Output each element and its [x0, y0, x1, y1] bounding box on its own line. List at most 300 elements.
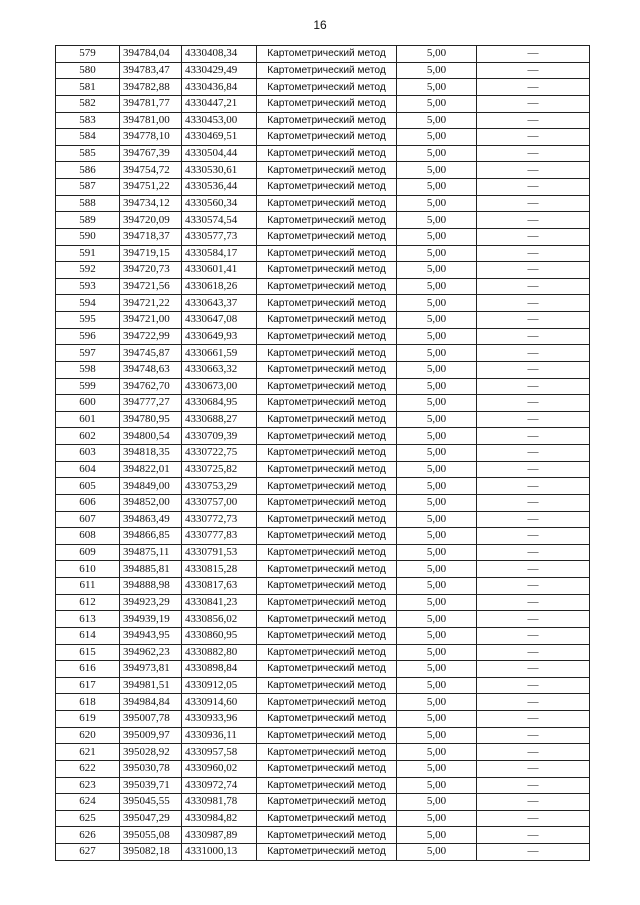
method-cell: Картометрический метод [257, 162, 397, 179]
description-cell: — [477, 544, 590, 561]
table-row [56, 228, 590, 245]
method-cell: Картометрический метод [257, 561, 397, 578]
y-coordinate-cell: 4330722,75 [182, 445, 257, 462]
table-row [56, 411, 590, 428]
accuracy-cell: 5,00 [397, 378, 477, 395]
accuracy-cell: 5,00 [397, 744, 477, 761]
x-coordinate-cell: 394762,70 [120, 378, 182, 395]
method-cell: Картометрический метод [257, 594, 397, 611]
x-coordinate-cell: 394720,73 [120, 262, 182, 279]
table-row [56, 544, 590, 561]
accuracy-cell: 5,00 [397, 129, 477, 146]
point-number-cell: 584 [56, 129, 120, 146]
accuracy-cell: 5,00 [397, 644, 477, 661]
x-coordinate-cell: 394734,12 [120, 195, 182, 212]
point-number-cell: 622 [56, 760, 120, 777]
x-coordinate-cell: 394722,99 [120, 328, 182, 345]
table-row [56, 711, 590, 728]
x-coordinate-cell: 394984,84 [120, 694, 182, 711]
x-coordinate-cell: 394767,39 [120, 145, 182, 162]
accuracy-cell: 5,00 [397, 312, 477, 329]
y-coordinate-cell: 4330709,39 [182, 428, 257, 445]
method-cell: Картометрический метод [257, 228, 397, 245]
description-cell: — [477, 378, 590, 395]
accuracy-cell: 5,00 [397, 844, 477, 861]
table-row [56, 162, 590, 179]
method-cell: Картометрический метод [257, 278, 397, 295]
method-cell: Картометрический метод [257, 794, 397, 811]
x-coordinate-cell: 394748,63 [120, 361, 182, 378]
accuracy-cell: 5,00 [397, 794, 477, 811]
point-number-cell: 586 [56, 162, 120, 179]
method-cell: Картометрический метод [257, 312, 397, 329]
y-coordinate-cell: 4330984,82 [182, 810, 257, 827]
method-cell: Картометрический метод [257, 528, 397, 545]
method-cell: Картометрический метод [257, 494, 397, 511]
x-coordinate-cell: 395039,71 [120, 777, 182, 794]
accuracy-cell: 5,00 [397, 278, 477, 295]
description-cell: — [477, 478, 590, 495]
x-coordinate-cell: 394888,98 [120, 578, 182, 595]
point-number-cell: 596 [56, 328, 120, 345]
method-cell: Картометрический метод [257, 262, 397, 279]
description-cell: — [477, 777, 590, 794]
accuracy-cell: 5,00 [397, 345, 477, 362]
description-cell: — [477, 760, 590, 777]
method-cell: Картометрический метод [257, 245, 397, 262]
x-coordinate-cell: 394939,19 [120, 611, 182, 628]
y-coordinate-cell: 4330577,73 [182, 228, 257, 245]
y-coordinate-cell: 4330912,05 [182, 677, 257, 694]
x-coordinate-cell: 394781,77 [120, 95, 182, 112]
method-cell: Картометрический метод [257, 827, 397, 844]
point-number-cell: 598 [56, 361, 120, 378]
method-cell: Картометрический метод [257, 661, 397, 678]
table-row [56, 461, 590, 478]
point-number-cell: 615 [56, 644, 120, 661]
table-row [56, 760, 590, 777]
point-number-cell: 627 [56, 844, 120, 861]
y-coordinate-cell: 4330584,17 [182, 245, 257, 262]
point-number-cell: 626 [56, 827, 120, 844]
description-cell: — [477, 561, 590, 578]
y-coordinate-cell: 4330684,95 [182, 395, 257, 412]
x-coordinate-cell: 395007,78 [120, 711, 182, 728]
x-coordinate-cell: 394800,54 [120, 428, 182, 445]
table-row [56, 611, 590, 628]
point-number-cell: 581 [56, 79, 120, 96]
point-number-cell: 582 [56, 95, 120, 112]
y-coordinate-cell: 4330898,84 [182, 661, 257, 678]
y-coordinate-cell: 4331000,13 [182, 844, 257, 861]
accuracy-cell: 5,00 [397, 112, 477, 129]
description-cell: — [477, 594, 590, 611]
description-cell: — [477, 295, 590, 312]
y-coordinate-cell: 4330647,08 [182, 312, 257, 329]
description-cell: — [477, 361, 590, 378]
point-number-cell: 594 [56, 295, 120, 312]
point-number-cell: 614 [56, 627, 120, 644]
table-row [56, 528, 590, 545]
method-cell: Картометрический метод [257, 46, 397, 63]
point-number-cell: 608 [56, 528, 120, 545]
method-cell: Картометрический метод [257, 361, 397, 378]
point-number-cell: 610 [56, 561, 120, 578]
y-coordinate-cell: 4330957,58 [182, 744, 257, 761]
accuracy-cell: 5,00 [397, 411, 477, 428]
y-coordinate-cell: 4330815,28 [182, 561, 257, 578]
x-coordinate-cell: 394781,00 [120, 112, 182, 129]
method-cell: Картометрический метод [257, 62, 397, 79]
table-row [56, 844, 590, 861]
table-row [56, 312, 590, 329]
x-coordinate-cell: 394783,47 [120, 62, 182, 79]
point-number-cell: 611 [56, 578, 120, 595]
x-coordinate-cell: 394852,00 [120, 494, 182, 511]
accuracy-cell: 5,00 [397, 95, 477, 112]
point-number-cell: 599 [56, 378, 120, 395]
point-number-cell: 603 [56, 445, 120, 462]
table-row [56, 378, 590, 395]
y-coordinate-cell: 4330841,23 [182, 594, 257, 611]
y-coordinate-cell: 4330504,44 [182, 145, 257, 162]
accuracy-cell: 5,00 [397, 79, 477, 96]
point-number-cell: 621 [56, 744, 120, 761]
description-cell: — [477, 46, 590, 63]
y-coordinate-cell: 4330856,02 [182, 611, 257, 628]
y-coordinate-cell: 4330436,84 [182, 79, 257, 96]
x-coordinate-cell: 394720,09 [120, 212, 182, 229]
description-cell: — [477, 428, 590, 445]
table-row [56, 494, 590, 511]
method-cell: Картометрический метод [257, 727, 397, 744]
table-row [56, 428, 590, 445]
x-coordinate-cell: 395055,08 [120, 827, 182, 844]
coordinates-table [55, 45, 590, 861]
y-coordinate-cell: 4330429,49 [182, 62, 257, 79]
method-cell: Картометрический метод [257, 511, 397, 528]
description-cell: — [477, 844, 590, 861]
method-cell: Картометрический метод [257, 195, 397, 212]
method-cell: Картометрический метод [257, 345, 397, 362]
y-coordinate-cell: 4330987,89 [182, 827, 257, 844]
method-cell: Картометрический метод [257, 328, 397, 345]
point-number-cell: 620 [56, 727, 120, 744]
x-coordinate-cell: 394745,87 [120, 345, 182, 362]
description-cell: — [477, 511, 590, 528]
x-coordinate-cell: 394777,27 [120, 395, 182, 412]
table-row [56, 328, 590, 345]
y-coordinate-cell: 4330663,32 [182, 361, 257, 378]
y-coordinate-cell: 4330882,80 [182, 644, 257, 661]
accuracy-cell: 5,00 [397, 145, 477, 162]
description-cell: — [477, 328, 590, 345]
y-coordinate-cell: 4330447,21 [182, 95, 257, 112]
x-coordinate-cell: 394718,37 [120, 228, 182, 245]
y-coordinate-cell: 4330574,54 [182, 212, 257, 229]
x-coordinate-cell: 395030,78 [120, 760, 182, 777]
x-coordinate-cell: 395009,97 [120, 727, 182, 744]
accuracy-cell: 5,00 [397, 46, 477, 63]
method-cell: Картометрический метод [257, 777, 397, 794]
accuracy-cell: 5,00 [397, 711, 477, 728]
x-coordinate-cell: 394943,95 [120, 627, 182, 644]
point-number-cell: 589 [56, 212, 120, 229]
y-coordinate-cell: 4330817,63 [182, 578, 257, 595]
description-cell: — [477, 62, 590, 79]
accuracy-cell: 5,00 [397, 661, 477, 678]
table-row [56, 112, 590, 129]
point-number-cell: 625 [56, 810, 120, 827]
method-cell: Картометрический метод [257, 578, 397, 595]
accuracy-cell: 5,00 [397, 445, 477, 462]
method-cell: Картометрический метод [257, 677, 397, 694]
accuracy-cell: 5,00 [397, 760, 477, 777]
method-cell: Картометрический метод [257, 627, 397, 644]
table-row [56, 478, 590, 495]
table-row [56, 511, 590, 528]
description-cell: — [477, 827, 590, 844]
table-row [56, 727, 590, 744]
x-coordinate-cell: 394923,29 [120, 594, 182, 611]
y-coordinate-cell: 4330673,00 [182, 378, 257, 395]
point-number-cell: 623 [56, 777, 120, 794]
x-coordinate-cell: 394981,51 [120, 677, 182, 694]
accuracy-cell: 5,00 [397, 611, 477, 628]
table-row [56, 578, 590, 595]
description-cell: — [477, 661, 590, 678]
x-coordinate-cell: 395045,55 [120, 794, 182, 811]
point-number-cell: 606 [56, 494, 120, 511]
description-cell: — [477, 810, 590, 827]
point-number-cell: 585 [56, 145, 120, 162]
x-coordinate-cell: 395028,92 [120, 744, 182, 761]
point-number-cell: 597 [56, 345, 120, 362]
description-cell: — [477, 95, 590, 112]
x-coordinate-cell: 395082,18 [120, 844, 182, 861]
table-row [56, 46, 590, 63]
method-cell: Картометрический метод [257, 611, 397, 628]
x-coordinate-cell: 394818,35 [120, 445, 182, 462]
y-coordinate-cell: 4330688,27 [182, 411, 257, 428]
method-cell: Картометрический метод [257, 461, 397, 478]
table-row [56, 145, 590, 162]
table-row [56, 445, 590, 462]
table-row [56, 95, 590, 112]
method-cell: Картометрический метод [257, 478, 397, 495]
description-cell: — [477, 744, 590, 761]
accuracy-cell: 5,00 [397, 228, 477, 245]
accuracy-cell: 5,00 [397, 62, 477, 79]
point-number-cell: 579 [56, 46, 120, 63]
x-coordinate-cell: 394782,88 [120, 79, 182, 96]
y-coordinate-cell: 4330757,00 [182, 494, 257, 511]
description-cell: — [477, 611, 590, 628]
y-coordinate-cell: 4330453,00 [182, 112, 257, 129]
method-cell: Картометрический метод [257, 644, 397, 661]
description-cell: — [477, 395, 590, 412]
point-number-cell: 593 [56, 278, 120, 295]
table-row [56, 278, 590, 295]
x-coordinate-cell: 394885,81 [120, 561, 182, 578]
x-coordinate-cell: 394784,04 [120, 46, 182, 63]
x-coordinate-cell: 394780,95 [120, 411, 182, 428]
table-row [56, 195, 590, 212]
description-cell: — [477, 228, 590, 245]
accuracy-cell: 5,00 [397, 494, 477, 511]
accuracy-cell: 5,00 [397, 810, 477, 827]
method-cell: Картометрический метод [257, 411, 397, 428]
point-number-cell: 580 [56, 62, 120, 79]
description-cell: — [477, 794, 590, 811]
y-coordinate-cell: 4330972,74 [182, 777, 257, 794]
description-cell: — [477, 644, 590, 661]
method-cell: Картометрический метод [257, 760, 397, 777]
table-row [56, 212, 590, 229]
y-coordinate-cell: 4330469,51 [182, 129, 257, 146]
table-row [56, 694, 590, 711]
description-cell: — [477, 145, 590, 162]
accuracy-cell: 5,00 [397, 395, 477, 412]
point-number-cell: 624 [56, 794, 120, 811]
accuracy-cell: 5,00 [397, 544, 477, 561]
y-coordinate-cell: 4330643,37 [182, 295, 257, 312]
accuracy-cell: 5,00 [397, 262, 477, 279]
table-row [56, 594, 590, 611]
method-cell: Картометрический метод [257, 378, 397, 395]
y-coordinate-cell: 4330933,96 [182, 711, 257, 728]
x-coordinate-cell: 395047,29 [120, 810, 182, 827]
table-row [56, 361, 590, 378]
y-coordinate-cell: 4330981,78 [182, 794, 257, 811]
y-coordinate-cell: 4330753,29 [182, 478, 257, 495]
method-cell: Картометрический метод [257, 445, 397, 462]
description-cell: — [477, 727, 590, 744]
description-cell: — [477, 245, 590, 262]
y-coordinate-cell: 4330618,26 [182, 278, 257, 295]
method-cell: Картометрический метод [257, 95, 397, 112]
accuracy-cell: 5,00 [397, 295, 477, 312]
point-number-cell: 617 [56, 677, 120, 694]
x-coordinate-cell: 394721,22 [120, 295, 182, 312]
description-cell: — [477, 278, 590, 295]
method-cell: Картометрический метод [257, 694, 397, 711]
y-coordinate-cell: 4330530,61 [182, 162, 257, 179]
accuracy-cell: 5,00 [397, 627, 477, 644]
point-number-cell: 607 [56, 511, 120, 528]
table-row [56, 79, 590, 96]
method-cell: Картометрический метод [257, 428, 397, 445]
y-coordinate-cell: 4330914,60 [182, 694, 257, 711]
x-coordinate-cell: 394962,23 [120, 644, 182, 661]
x-coordinate-cell: 394754,72 [120, 162, 182, 179]
table-row [56, 62, 590, 79]
method-cell: Картометрический метод [257, 129, 397, 146]
description-cell: — [477, 445, 590, 462]
point-number-cell: 604 [56, 461, 120, 478]
method-cell: Картометрический метод [257, 112, 397, 129]
accuracy-cell: 5,00 [397, 478, 477, 495]
page-number: 16 [313, 18, 327, 32]
x-coordinate-cell: 394973,81 [120, 661, 182, 678]
description-cell: — [477, 677, 590, 694]
method-cell: Картометрический метод [257, 145, 397, 162]
point-number-cell: 612 [56, 594, 120, 611]
point-number-cell: 601 [56, 411, 120, 428]
method-cell: Картометрический метод [257, 212, 397, 229]
table-row [56, 561, 590, 578]
description-cell: — [477, 711, 590, 728]
table-row [56, 644, 590, 661]
point-number-cell: 588 [56, 195, 120, 212]
accuracy-cell: 5,00 [397, 594, 477, 611]
method-cell: Картометрический метод [257, 395, 397, 412]
table-row [56, 677, 590, 694]
description-cell: — [477, 461, 590, 478]
accuracy-cell: 5,00 [397, 195, 477, 212]
y-coordinate-cell: 4330408,34 [182, 46, 257, 63]
method-cell: Картометрический метод [257, 79, 397, 96]
description-cell: — [477, 411, 590, 428]
y-coordinate-cell: 4330777,83 [182, 528, 257, 545]
y-coordinate-cell: 4330772,73 [182, 511, 257, 528]
accuracy-cell: 5,00 [397, 328, 477, 345]
description-cell: — [477, 578, 590, 595]
description-cell: — [477, 129, 590, 146]
y-coordinate-cell: 4330860,95 [182, 627, 257, 644]
table-row [56, 794, 590, 811]
description-cell: — [477, 195, 590, 212]
y-coordinate-cell: 4330536,44 [182, 179, 257, 196]
x-coordinate-cell: 394751,22 [120, 179, 182, 196]
point-number-cell: 609 [56, 544, 120, 561]
accuracy-cell: 5,00 [397, 578, 477, 595]
method-cell: Картометрический метод [257, 544, 397, 561]
point-number-cell: 613 [56, 611, 120, 628]
description-cell: — [477, 345, 590, 362]
method-cell: Картометрический метод [257, 711, 397, 728]
x-coordinate-cell: 394875,11 [120, 544, 182, 561]
y-coordinate-cell: 4330791,53 [182, 544, 257, 561]
method-cell: Картометрический метод [257, 179, 397, 196]
y-coordinate-cell: 4330649,93 [182, 328, 257, 345]
y-coordinate-cell: 4330560,34 [182, 195, 257, 212]
description-cell: — [477, 627, 590, 644]
y-coordinate-cell: 4330725,82 [182, 461, 257, 478]
x-coordinate-cell: 394849,00 [120, 478, 182, 495]
description-cell: — [477, 212, 590, 229]
x-coordinate-cell: 394719,15 [120, 245, 182, 262]
point-number-cell: 591 [56, 245, 120, 262]
x-coordinate-cell: 394721,00 [120, 312, 182, 329]
accuracy-cell: 5,00 [397, 212, 477, 229]
point-number-cell: 587 [56, 179, 120, 196]
table-row [56, 827, 590, 844]
point-number-cell: 592 [56, 262, 120, 279]
accuracy-cell: 5,00 [397, 361, 477, 378]
description-cell: — [477, 162, 590, 179]
y-coordinate-cell: 4330960,02 [182, 760, 257, 777]
method-cell: Картометрический метод [257, 744, 397, 761]
x-coordinate-cell: 394866,85 [120, 528, 182, 545]
table-row [56, 810, 590, 827]
table-row [56, 744, 590, 761]
description-cell: — [477, 79, 590, 96]
description-cell: — [477, 179, 590, 196]
point-number-cell: 619 [56, 711, 120, 728]
description-cell: — [477, 262, 590, 279]
x-coordinate-cell: 394778,10 [120, 129, 182, 146]
